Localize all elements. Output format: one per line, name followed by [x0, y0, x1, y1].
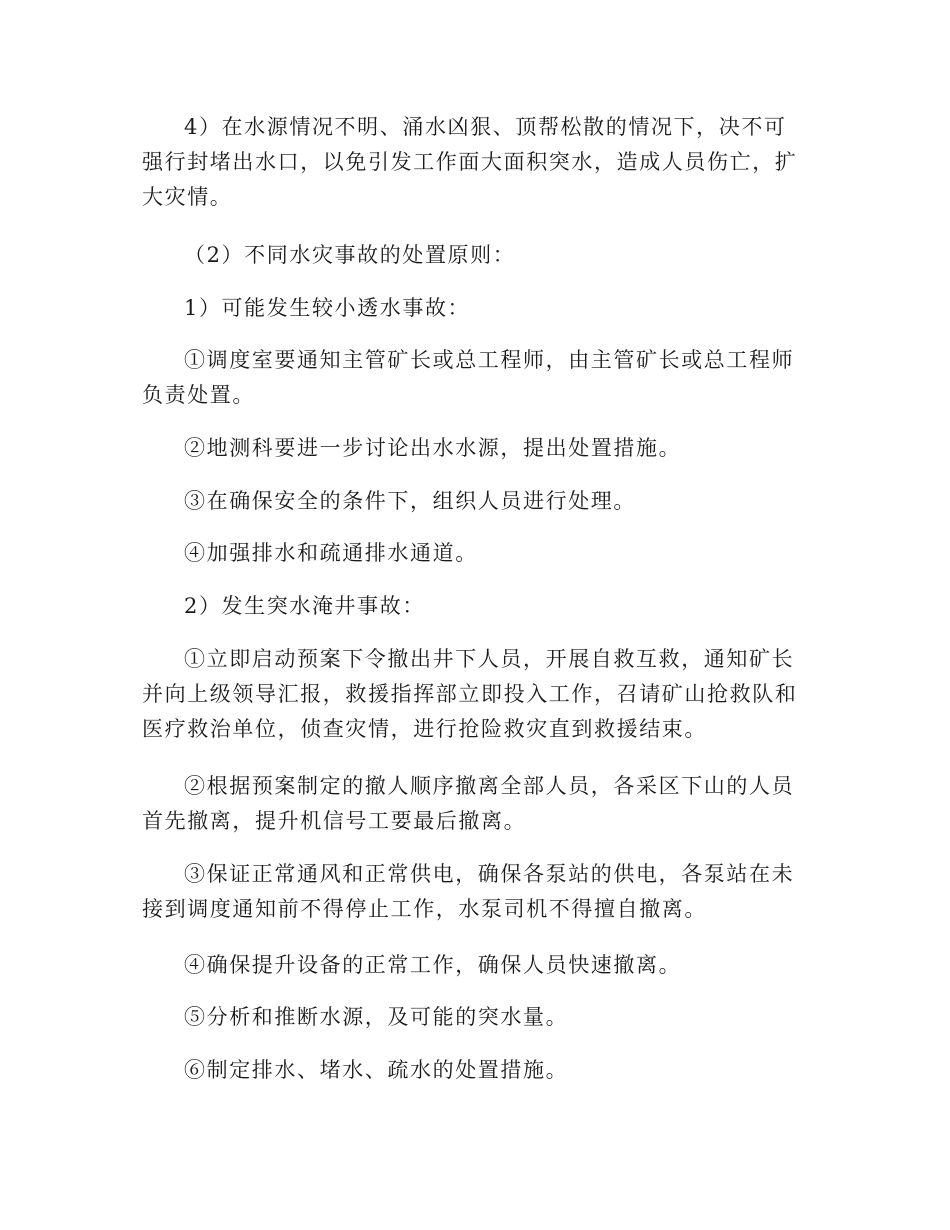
paragraph-no-forced-sealing: 4）在水源情况不明、涌水凶狠、顶帮松散的情况下，决不可强行封堵出水口，以免引发工作面大面积突水，造成人员伤亡，扩大灾情。 [142, 115, 798, 209]
list-item-survey-source: ②地测科要进一步讨论出水水源，提出处置措施。 [184, 436, 682, 460]
list-item-activate-plan: ①立即启动预案下令撤出井下人员，开展自救互救，通知矿长并向上级领导汇报，救援指挥部立即投入工作，召请矿山抢救队和医疗救治单位，侦查灾情，进行抢险救灾直到救援结束。 [142, 647, 798, 741]
list-item-hoisting-equipment: ④确保提升设备的正常工作，确保人员快速撤离。 [184, 953, 682, 977]
list-item-disposal-measures: ⑥制定排水、堵水、疏水的处置措施。 [184, 1058, 569, 1082]
heading-disposal-principles: （2）不同水灾事故的处置原则： [184, 243, 516, 267]
list-item-analyze-source: ⑤分析和推断水源，及可能的突水量。 [184, 1005, 569, 1029]
heading-flooding-accident: 2）发生突水淹井事故： [184, 594, 425, 618]
list-item-drainage: ④加强排水和疏通排水通道。 [184, 541, 478, 565]
list-item-evacuation-order: ②根据预案制定的撤人顺序撤离全部人员，各采区下山的人员首先撤离，提升机信号工要最后撤离。 [142, 774, 795, 833]
heading-small-water-inrush: 1）可能发生较小透水事故： [184, 296, 471, 320]
list-item-dispatch-notify: ①调度室要通知主管矿长或总工程师，由主管矿长或总工程师负责处置。 [142, 348, 795, 407]
list-item-organize-handling: ③在确保安全的条件下，组织人员进行处理。 [184, 489, 636, 513]
list-item-ventilation-power: ③保证正常通风和正常供电，确保各泵站的供电，各泵站在未接到调度通知前不得停止工作，水泵司机不得擅自撤离。 [142, 862, 795, 921]
